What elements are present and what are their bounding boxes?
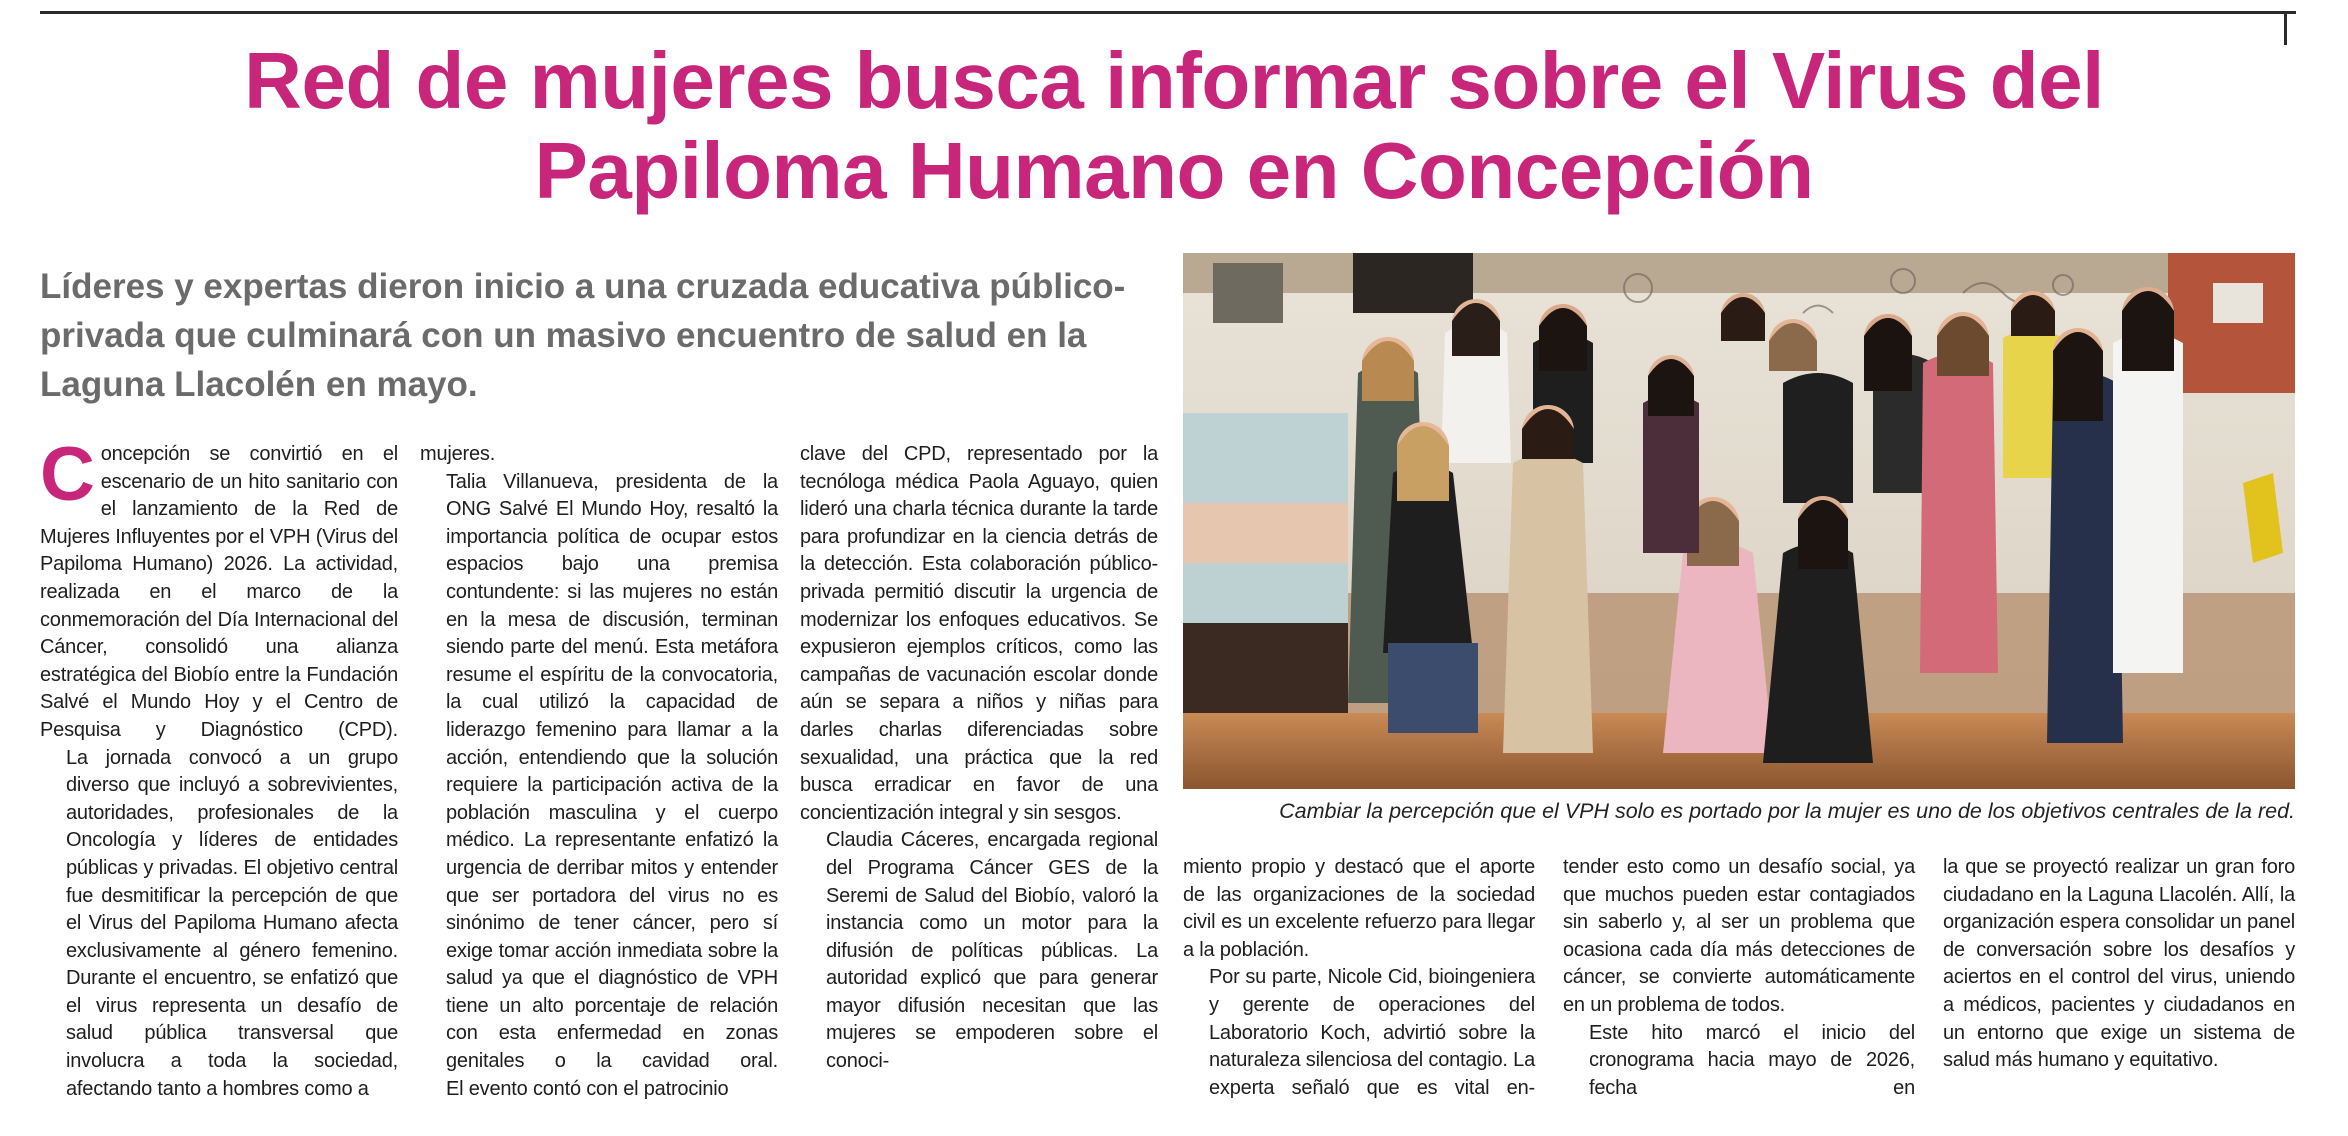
column-5-paragraph-1: tender esto como un desafío social, ya que muchos pueden estar contagiados sin saberlo y, al ser un problema que ocasiona cada día más detecciones de cáncer, se convierte automáticamente en un problema de todos.: [1563, 856, 1915, 1016]
article-column-6: [1943, 854, 2295, 1075]
article-column-4: [1183, 854, 1535, 1102]
top-rule: [40, 11, 2296, 14]
column-3-paragraph-1: clave del CPD, representado por la tecnóloga médica Paola Aguayo, quien lideró una charla técnica durante la tarde para profundizar en la ciencia detrás de la detección. Esta colaboración público-privada permitió discutir la urgencia de modernizar los enfoques educativos. Se expusieron ejemplos críticos, como las campañas de vacunación escolar donde aún se separa a niños y niñas para darles charlas diferenciadas sobre sexualidad, una práctica que la red busca erradicar en favor de una concientización integral y sin sesgos.: [800, 443, 1158, 824]
headline-line-2: Papiloma Humano en Concepción: [534, 126, 1814, 215]
column-3-paragraph-2: Claudia Cáceres, encargada regional del Programa Cáncer GES de la Seremi de Salud del Biobío, valoró la instancia como un motor para la difusión de políticas públicas. La autoridad explicó que para generar mayor difusión necesitan que las mujeres se empoderen sobre el conoci-: [826, 829, 1158, 1073]
column-1-paragraph-2: La jornada convocó a un grupo diverso que incluyó a sobrevivientes, autoridades, profesionales de la Oncología y líderes de entidades públicas y privadas. El objetivo central fue desmitificar la percepción de que el Virus del Papiloma Humano afecta exclusivamente al género femenino. Durante el encuentro, se enfatizó que el virus representa un desafío de salud pública transversal que involucra a toda la sociedad, afectando tanto a hombres como a: [66, 746, 398, 1100]
column-2-paragraph-2: Talia Villanueva, presidenta de la ONG Salvé El Mundo Hoy, resaltó la importancia política de ocupar estos espacios bajo una premisa contundente: si las mujeres no están en la mesa de discusión, terminan siendo parte del menú. Esta metáfora resume el espíritu de la convocatoria, la cual utilizó la capacidad de liderazgo femenino para llamar a la acción, entendiendo que la solución requiere la participación activa de la población masculina y el cuerpo médico. La representante enfatizó la urgencia de derribar mitos y entender que ser portadora del virus no es sinónimo de tener cáncer, pero sí exige tomar acción inmediata sobre la salud ya que el diagnóstico de VPH tiene un alto porcentaje de relación con esta enfermedad en zonas genitales o la cavidad oral.: [446, 470, 778, 1073]
article-column-1: [40, 432, 398, 1103]
column-4-paragraph-2: Por su parte, Nicole Cid, bioingeniera y gerente de operaciones del Laboratorio Koch, advirtió sobre la naturaleza silenciosa del contagio. La experta señaló que es vital en-: [1209, 966, 1535, 1099]
photo-caption: Cambiar la percepción que el VPH solo es portado por la mujer es uno de los objetivos centrales de la red.: [1279, 799, 2295, 823]
headline: [0, 36, 2348, 216]
column-4-paragraph-1: miento propio y destacó que el aporte de las organizaciones de la sociedad civil es un excelente refuerzo para llegar a la población.: [1183, 856, 1535, 961]
article-column-5: [1563, 854, 1915, 1102]
article-column-2: [420, 441, 778, 1103]
column-1-paragraph-1: Concepción se convirtió en el escenario de un hito sanitario con el lanzamiento de la Red de Mujeres Influyentes por el VPH (Virus del Papiloma Humano) 2026. La actividad, realizada en el marco de la conmemoración del Día Internacional del Cáncer, consolidó una alianza estratégica del Biobío entre la Fundación Salvé el Mundo Hoy y el Centro de Pesquisa y Diagnóstico (CPD).: [40, 432, 398, 741]
article-column-3: [800, 441, 1158, 1076]
deck-subheadline: Líderes y expertas dieron inicio a una cruzada educativa público-privada que culminará con un masivo encuentro de salud en la Laguna Llacolén en mayo.: [40, 267, 1126, 404]
column-6-paragraph-1: la que se proyectó realizar un gran foro ciudadano en la Laguna Llacolén. Allí, la organización espera consolidar un panel de conversación sobre los desafíos y aciertos en el control del virus, uniendo a médicos, pacientes y ciudadanos en un entorno que exige un sistema de salud más humano y equitativo.: [1943, 856, 2295, 1072]
column-2-paragraph-1: mujeres.: [420, 443, 496, 465]
column-2-paragraph-3: El evento contó con el patrocinio: [446, 1077, 729, 1100]
headline-line-1: Red de mujeres busca informar sobre el Virus del: [244, 36, 2104, 125]
group-photo: [1183, 253, 2295, 789]
column-5-paragraph-2: Este hito marcó el inicio del cronograma hacia mayo de 2026, fecha en: [1589, 1021, 1915, 1099]
drop-cap: C: [40, 432, 95, 517]
